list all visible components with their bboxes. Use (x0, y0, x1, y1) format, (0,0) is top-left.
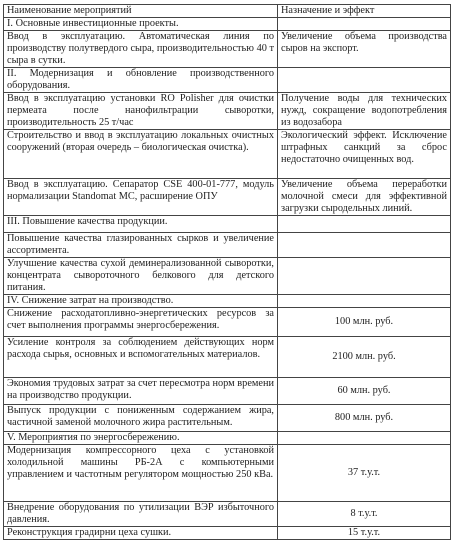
row-name: Экономия трудовых затрат за счет пересмотра норм времени на производство продукции. (4, 378, 278, 405)
table-row (4, 233, 451, 258)
row-value: 15 т.у.т. (278, 527, 451, 540)
row-purpose: Экологический эффект. Исключение штрафных санкций за сброс недостаточно очищенных вод. (278, 130, 451, 179)
row-value: 37 т.у.т. (278, 445, 451, 502)
row-value: 800 млн. руб. (278, 405, 451, 432)
table-row (4, 130, 451, 179)
table-row (4, 502, 451, 527)
table-row (4, 93, 451, 130)
row-name: V. Мероприятия по энергосбережению. (4, 432, 278, 445)
header-purpose: Назначение и эффект (278, 5, 451, 18)
row-name: Улучшение качества сухой деминерализованной сыворотки, концентрата сывороточного белкового для детского питания. (4, 258, 278, 295)
table-row (4, 432, 451, 445)
row-name: Усиление контроля за соблюдением действующих норм расхода сырья, основных и вспомогательных материалов. (4, 337, 278, 378)
table-row (4, 216, 451, 233)
row-name: Ввод в эксплуатацию. Автоматическая линия по производству полутвердого сыра, производительностью 40 т сыра в сутки. (4, 31, 278, 68)
table-row (4, 337, 451, 378)
row-name: II. Модернизация и обновление производственного оборудования. (4, 68, 278, 93)
table-header-row (4, 5, 451, 18)
table-row (4, 405, 451, 432)
row-purpose (278, 233, 451, 258)
row-name: Реконструкция градирни цеха сушки. (4, 527, 278, 540)
table-row (4, 378, 451, 405)
row-name: IV. Снижение затрат на производство. (4, 295, 278, 308)
row-value: 2100 млн. руб. (278, 337, 451, 378)
measures-table (3, 4, 451, 540)
row-purpose (278, 258, 451, 295)
table-row (4, 258, 451, 295)
table-row (4, 68, 451, 93)
row-name: Строительство и ввод в эксплуатацию локальных очистных сооружений (вторая очередь – биологическая очистка). (4, 130, 278, 179)
table-row (4, 527, 451, 540)
table-row (4, 295, 451, 308)
row-name: Снижение расходатопливно-энергетических ресурсов за счет выполнения программы энергосбережения. (4, 308, 278, 337)
row-purpose (278, 68, 451, 93)
row-purpose (278, 18, 451, 31)
row-name: III. Повышение качества продукции. (4, 216, 278, 233)
table-row (4, 308, 451, 337)
row-purpose (278, 432, 451, 445)
row-purpose: Увеличение объема переработки молочной смеси для эффективной загрузки сыродельных линий. (278, 179, 451, 216)
row-value: 8 т.у.т. (278, 502, 451, 527)
row-name: Модернизация компрессорного цеха с установкой холодильной машины РБ-2А с компьютерными управлением и частотным регулятором мощностью 250 кВа. (4, 445, 278, 502)
row-purpose: Увеличение объема производства сыров на экспорт. (278, 31, 451, 68)
row-value: 60 млн. руб. (278, 378, 451, 405)
row-value: 100 млн. руб. (278, 308, 451, 337)
row-name: Ввод в эксплуатацию. Сепаратор CSE 400-01-777, модуль нормализации Standomat MC, расширение ОПУ (4, 179, 278, 216)
cropped-top-edge (0, 0, 453, 3)
table-row (4, 179, 451, 216)
row-name: I. Основные инвестиционные проекты. (4, 18, 278, 31)
row-name: Выпуск продукции с пониженным содержанием жира, частичной заменой молочного жира растительным. (4, 405, 278, 432)
row-name: Повышение качества глазированных сырков и увеличение ассортимента. (4, 233, 278, 258)
table-row (4, 445, 451, 502)
row-name: Ввод в эксплуатацию установки RO Polisher для очистки пермеата после нанофильтрации сыворотки, производительность 25 т/час (4, 93, 278, 130)
row-purpose (278, 295, 451, 308)
header-name: Наименование мероприятий (4, 5, 278, 18)
row-purpose (278, 216, 451, 233)
row-purpose: Получение воды для технических нужд, сокращение водопотребления из водозабора (278, 93, 451, 130)
table-row (4, 31, 451, 68)
row-name: Внедрение оборудования по утилизации ВЭР избыточного давления. (4, 502, 278, 527)
table-row (4, 18, 451, 31)
